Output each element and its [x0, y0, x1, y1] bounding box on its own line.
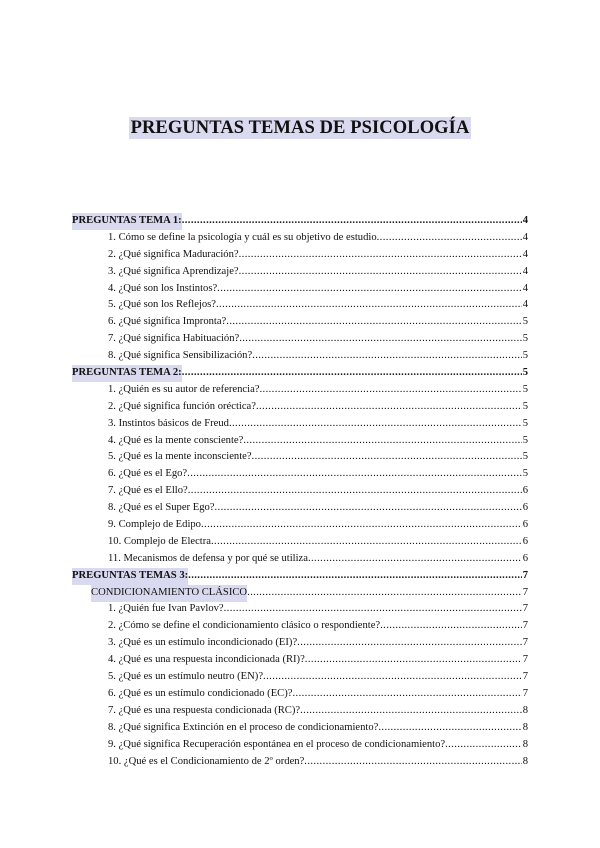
- toc-page-number: 4: [522, 248, 528, 260]
- toc-page-number: 6: [522, 485, 528, 497]
- toc-entry-label: PREGUNTAS TEMA 1:: [72, 213, 182, 230]
- toc-entry-label: 8. ¿Qué es el Super Ego?: [108, 502, 215, 514]
- toc-dot-leader: [226, 314, 521, 331]
- toc-dot-leader: [224, 601, 522, 618]
- toc-dot-leader: [201, 517, 522, 534]
- toc-entry-label: 5. ¿Qué es la mente inconsciente?: [108, 451, 252, 463]
- toc-entry[interactable]: [72, 669, 528, 686]
- toc-dot-leader: [243, 433, 521, 450]
- toc-page-number: 4: [522, 215, 528, 226]
- toc-entry[interactable]: [72, 635, 528, 652]
- toc-entry[interactable]: [72, 754, 528, 771]
- toc-dot-leader: [215, 500, 522, 517]
- toc-page-number: 4: [522, 299, 528, 311]
- toc-page-number: 5: [522, 367, 528, 379]
- toc-dot-leader: [239, 264, 522, 281]
- toc-dot-leader: [188, 483, 522, 500]
- toc-page-number: 8: [522, 755, 528, 767]
- toc-entry-label: 3. ¿Qué significa Aprendizaje?: [108, 265, 239, 277]
- document-title: PREGUNTAS TEMAS DE PSICOLOGÍA: [130, 118, 470, 138]
- toc-dot-leader: [380, 618, 522, 635]
- toc-entry[interactable]: [72, 230, 528, 247]
- toc-entry-label: 4. ¿Qué es una respuesta incondicionada (RI)?: [108, 654, 305, 666]
- toc-entry[interactable]: [72, 314, 528, 331]
- toc-entry[interactable]: [72, 517, 528, 534]
- toc-entry[interactable]: [72, 601, 528, 618]
- toc-entry[interactable]: [72, 399, 528, 416]
- toc-dot-leader: [216, 297, 522, 314]
- toc-entry-label: 3. ¿Qué es un estímulo incondicionado (EI)?: [108, 637, 298, 649]
- toc-page-number: 7: [522, 569, 528, 581]
- toc-page-number: 6: [522, 502, 528, 514]
- toc-dot-leader: [252, 348, 522, 365]
- toc-dot-leader: [211, 534, 522, 551]
- toc-entry[interactable]: [72, 500, 528, 517]
- toc-dot-leader: [252, 449, 522, 466]
- toc-entry-label: 8. ¿Qué significa Extinción en el proceso de condicionamiento?: [108, 721, 379, 733]
- toc-dot-leader: [187, 466, 522, 483]
- toc-entry-label: 7. ¿Qué es el Ello?: [108, 485, 188, 497]
- toc-entry[interactable]: [72, 449, 528, 466]
- toc-dot-leader: [263, 669, 522, 686]
- toc-dot-leader: [247, 585, 522, 602]
- toc-page-number: 5: [522, 333, 528, 345]
- toc-entry[interactable]: [72, 703, 528, 720]
- toc-entry[interactable]: [72, 348, 528, 365]
- toc-page-number: 4: [522, 265, 528, 277]
- toc-entry[interactable]: [72, 686, 528, 703]
- toc-dot-leader: [259, 382, 521, 399]
- toc-page-number: 5: [522, 383, 528, 395]
- toc-entry[interactable]: [72, 585, 528, 602]
- toc-entry[interactable]: [72, 433, 528, 450]
- toc-entry[interactable]: [72, 382, 528, 399]
- toc-page-number: 5: [522, 468, 528, 480]
- toc-dot-leader: [256, 399, 522, 416]
- toc-entry-label: 10. Complejo de Electra: [108, 535, 211, 547]
- toc-page-number: 5: [522, 417, 528, 429]
- toc-entry[interactable]: [72, 534, 528, 551]
- toc-page-number: 7: [522, 637, 528, 649]
- toc-page-number: 5: [522, 451, 528, 463]
- toc-entry-label: 2. ¿Qué significa función oréctica?: [108, 400, 256, 412]
- toc-page-number: 7: [522, 671, 528, 683]
- toc-entry[interactable]: [72, 466, 528, 483]
- toc-entry[interactable]: [72, 416, 528, 433]
- toc-dot-leader: [292, 686, 521, 703]
- toc-page-number: 7: [522, 603, 528, 615]
- toc-entry[interactable]: [72, 652, 528, 669]
- toc-entry-label: 6. ¿Qué es un estímulo condicionado (EC)?: [108, 687, 293, 699]
- toc-entry-label: 5. ¿Qué es un estímulo neutro (EN)?: [108, 671, 264, 683]
- toc-entry-label: 11. Mecanismos de defensa y por qué se utiliza: [108, 552, 308, 564]
- toc-dot-leader: [304, 754, 521, 771]
- toc-entry-label: 2. ¿Cómo se define el condicionamiento clásico o respondiente?: [108, 620, 381, 632]
- toc-page-number: 5: [522, 350, 528, 362]
- toc-dot-leader: [239, 247, 522, 264]
- toc-entry-label: 8. ¿Qué significa Sensibilización?: [108, 350, 253, 362]
- toc-entry-label: 4. ¿Qué es la mente consciente?: [108, 434, 244, 446]
- toc-entry[interactable]: [72, 247, 528, 264]
- table-of-contents: [72, 213, 528, 770]
- toc-entry-label: 9. ¿Qué significa Recuperación espontánea en el proceso de condicionamiento?: [108, 738, 446, 750]
- toc-entry-label: 6. ¿Qué significa Impronta?: [108, 316, 227, 328]
- toc-entry[interactable]: [72, 281, 528, 298]
- toc-page-number: 6: [522, 535, 528, 547]
- toc-dot-leader: [188, 568, 522, 585]
- toc-entry-label: 7. ¿Qué es una respuesta condicionada (RC)?: [108, 704, 301, 716]
- toc-entry[interactable]: [72, 483, 528, 500]
- toc-dot-leader: [378, 720, 521, 737]
- toc-entry[interactable]: [72, 551, 528, 568]
- toc-page-number: 6: [522, 552, 528, 564]
- toc-page-number: 8: [522, 721, 528, 733]
- toc-entry-label: 1. Cómo se define la psicología y cuál es su objetivo de estudio: [108, 231, 377, 243]
- toc-dot-leader: [182, 213, 522, 230]
- toc-entry-label: PREGUNTAS TEMAS 3:: [72, 568, 188, 585]
- toc-entry-label: 3. Instintos básicos de Freud: [108, 417, 229, 429]
- toc-entry-label: 2. ¿Qué significa Maduración?: [108, 248, 239, 260]
- toc-page-number: 4: [522, 231, 528, 243]
- toc-entry-label: 9. Complejo de Edipo: [108, 519, 201, 531]
- toc-entry[interactable]: [72, 737, 528, 754]
- document-title-block: [0, 118, 600, 139]
- toc-dot-leader: [445, 737, 522, 754]
- toc-entry[interactable]: [72, 264, 528, 281]
- toc-dot-leader: [300, 703, 522, 720]
- toc-dot-leader: [308, 551, 522, 568]
- toc-page-number: 7: [522, 620, 528, 632]
- toc-entry-label: PREGUNTAS TEMA 2:: [72, 365, 182, 382]
- toc-page-number: 8: [522, 704, 528, 716]
- toc-dot-leader: [377, 230, 522, 247]
- toc-page-number: 5: [522, 400, 528, 412]
- toc-page-number: 7: [522, 654, 528, 666]
- toc-entry-label: 7. ¿Qué significa Habituación?: [108, 333, 240, 345]
- toc-entry[interactable]: [72, 720, 528, 737]
- toc-dot-leader: [229, 416, 522, 433]
- toc-page-number: 7: [522, 586, 528, 598]
- toc-entry-label: 1. ¿Quién es su autor de referencia?: [108, 383, 260, 395]
- toc-dot-leader: [217, 281, 522, 298]
- toc-entry-label: 1. ¿Quién fue Ivan Pavlov?: [108, 603, 224, 615]
- toc-page-number: 5: [522, 316, 528, 328]
- toc-dot-leader: [297, 635, 522, 652]
- toc-entry-label: 4. ¿Qué son los Instintos?: [108, 282, 218, 294]
- toc-page-number: 8: [522, 738, 528, 750]
- toc-page-number: 6: [522, 519, 528, 531]
- toc-section-entry[interactable]: [72, 365, 528, 382]
- toc-entry-label: 5. ¿Qué son los Reflejos?: [108, 299, 216, 311]
- toc-entry[interactable]: [72, 297, 528, 314]
- toc-dot-leader: [182, 365, 522, 382]
- toc-entry[interactable]: [72, 331, 528, 348]
- toc-dot-leader: [305, 652, 522, 669]
- toc-section-entry[interactable]: [72, 568, 528, 585]
- toc-section-entry[interactable]: [72, 213, 528, 230]
- toc-dot-leader: [239, 331, 522, 348]
- toc-entry[interactable]: [72, 618, 528, 635]
- toc-entry-label: CONDICIONAMIENTO CLÁSICO: [91, 585, 247, 602]
- toc-page-number: 5: [522, 434, 528, 446]
- toc-page-number: 7: [522, 687, 528, 699]
- toc-entry-label: 10. ¿Qué es el Condicionamiento de 2º orden?: [108, 755, 305, 767]
- toc-page-number: 4: [522, 282, 528, 294]
- toc-entry-label: 6. ¿Qué es el Ego?: [108, 468, 188, 480]
